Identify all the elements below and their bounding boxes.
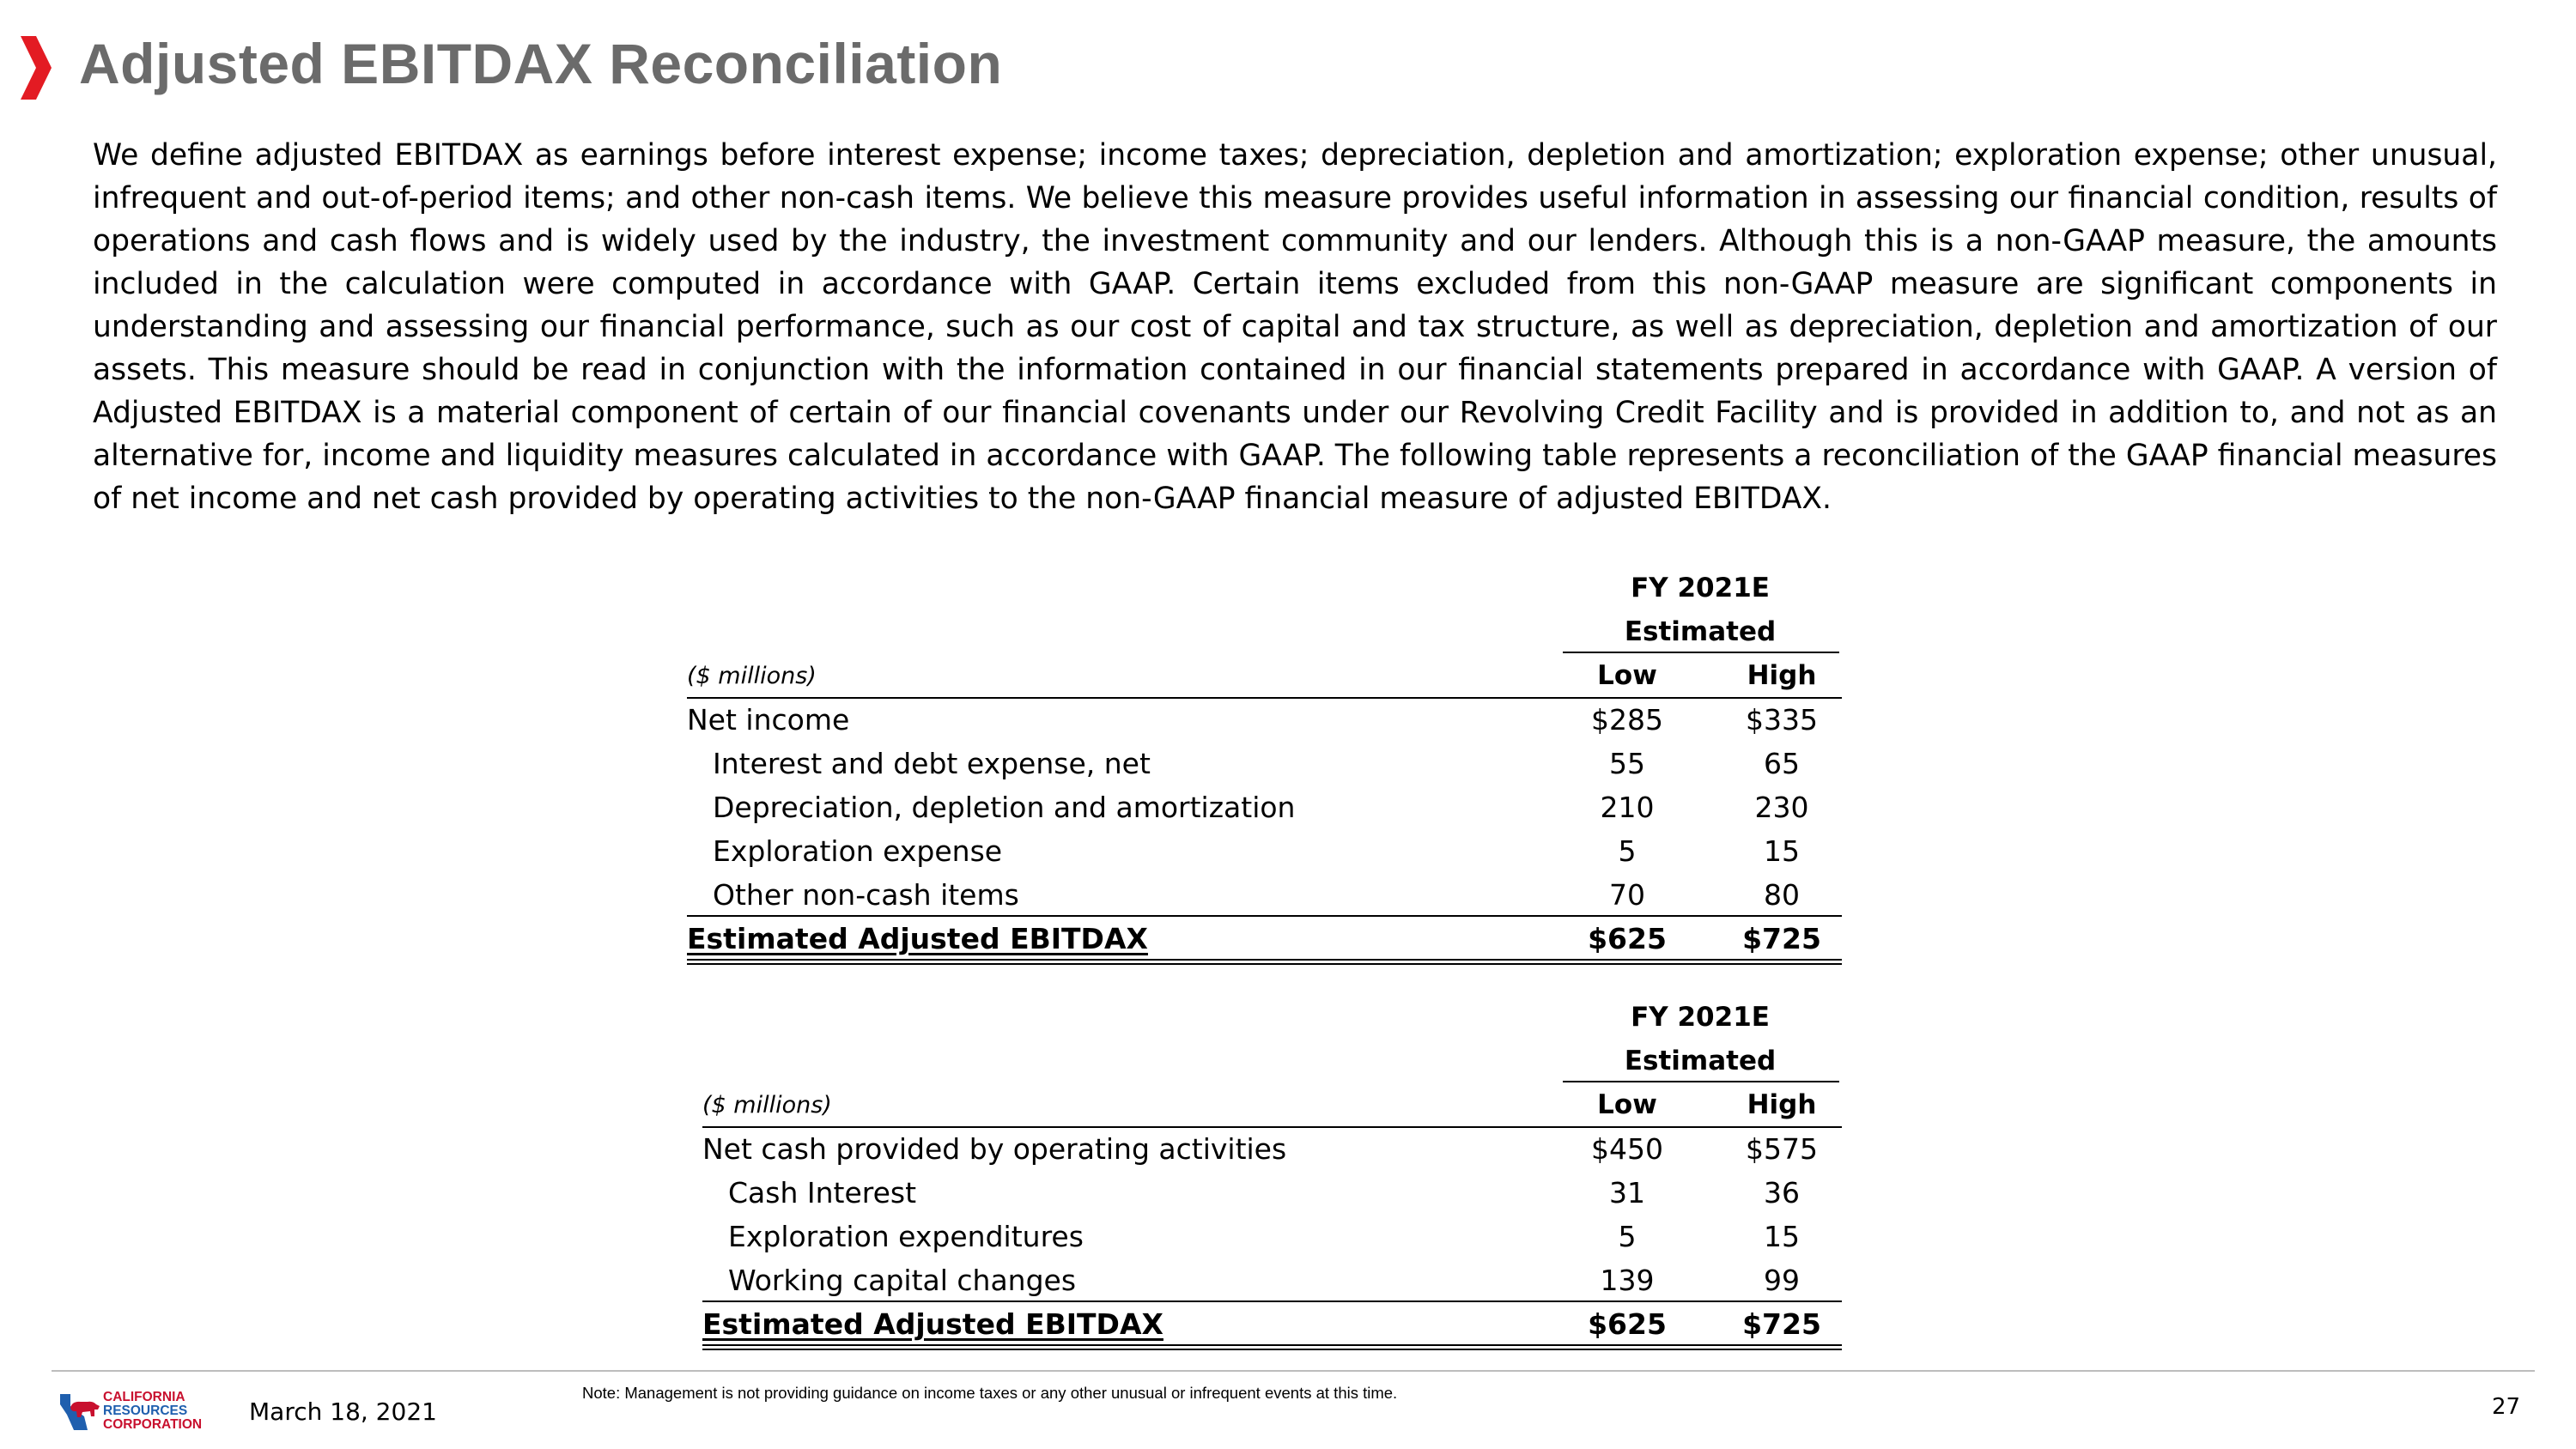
estimated-header: Estimated: [1624, 616, 1777, 647]
row-label: Net cash provided by operating activities: [702, 1132, 1287, 1166]
high-value: 230: [1754, 791, 1809, 824]
footer-divider: [52, 1370, 2535, 1372]
total-row: [687, 917, 1842, 961]
page-number: 27: [2492, 1394, 2521, 1420]
california-bear-icon: [58, 1391, 101, 1434]
company-logo: [58, 1391, 222, 1434]
high-value: 65: [1764, 747, 1800, 780]
low-value: 5: [1618, 834, 1637, 868]
row-label: Exploration expense: [713, 834, 1003, 868]
high-column-header: High: [1747, 1089, 1817, 1120]
high-value: 80: [1764, 878, 1800, 912]
period-header: FY 2021E: [1631, 1002, 1770, 1033]
row-label: Cash Interest: [728, 1176, 917, 1210]
row-label: Interest and debt expense, net: [713, 747, 1151, 780]
double-rule-top: [702, 1344, 1842, 1346]
row-label: Net income: [687, 703, 850, 737]
low-value: 70: [1609, 878, 1645, 912]
logo-wordmark: [103, 1391, 202, 1432]
low-column-header: Low: [1597, 1089, 1657, 1120]
total-label: Estimated Adjusted EBITDAX: [687, 922, 1148, 955]
row-label: Other non-cash items: [713, 878, 1019, 912]
period-header: FY 2021E: [1631, 573, 1770, 603]
low-value: 139: [1600, 1264, 1655, 1297]
table-row: [687, 873, 1842, 917]
chevron-right-icon: [19, 34, 53, 101]
footer-date: March 18, 2021: [249, 1397, 437, 1426]
total-high-value: $725: [1742, 922, 1821, 955]
logo-line: CALIFORNIA: [103, 1390, 185, 1404]
intro-paragraph: We define adjusted EBITDAX as earnings before interest expense; income taxes; depreciation, depletion and amortization; exploration expense; other unusual, infrequent and out-of-period items; and other non-cash items. We believe this measure provides useful information in assessing our financial condition, results of operations and cash flows and is widely used by the industry, the investment community and our lenders. Although this is a non-GAAP measure, the amounts included in the calculation were computed in accordance with GAAP. Certain items excluded from this non-GAAP measure are significant components in understanding and assessing our financial performance, such as our cost of capital and tax structure, as well as depreciation, depletion and amortization of our assets. This measure should be read in conjunction with the information contained in our financial statements prepared in accordance with GAAP. A version of Adjusted EBITDAX is a material component of certain of our financial covenants under our Revolving Credit Facility and is provided in addition to, and not as an alternative for, income and liquidity measures calculated in accordance with GAAP. The following table represents a reconciliation of the GAAP financial measures of net income and net cash provided by operating activities to the non-GAAP financial measure of adjusted EBITDAX.: [93, 138, 2497, 516]
units-label: ($ millions): [702, 1092, 832, 1119]
high-value: 99: [1764, 1264, 1800, 1297]
total-label: Estimated Adjusted EBITDAX: [702, 1307, 1163, 1341]
header-rule: [1563, 1081, 1839, 1082]
logo-line: RESOURCES: [103, 1404, 188, 1418]
table-row: [687, 829, 1842, 873]
low-value: 31: [1609, 1176, 1645, 1210]
double-rule-top: [687, 959, 1842, 961]
table-row: [702, 1258, 1857, 1302]
table-row: [687, 698, 1842, 742]
total-high-value: $725: [1742, 1307, 1821, 1341]
table-header-period-row: [702, 996, 1857, 1040]
table-row: [702, 1127, 1857, 1171]
double-rule-bottom: [702, 1349, 1842, 1350]
page-title: Adjusted EBITDAX Reconciliation: [79, 32, 1003, 95]
high-value: 15: [1764, 834, 1800, 868]
total-row: [702, 1302, 1857, 1346]
table-header-estimated-row: [702, 1040, 1857, 1083]
high-column-header: High: [1747, 660, 1817, 691]
header-rule: [1563, 652, 1839, 653]
high-value: 15: [1764, 1220, 1800, 1253]
low-value: $450: [1591, 1132, 1663, 1166]
double-rule-bottom: [687, 963, 1842, 965]
footer-note: Note: Management is not providing guidance on income taxes or any other unusual or infrequent events at this time.: [582, 1384, 1398, 1402]
table-row: [702, 1171, 1857, 1215]
row-label: Working capital changes: [728, 1264, 1077, 1297]
high-value: $575: [1746, 1132, 1818, 1166]
low-value: $285: [1591, 703, 1663, 737]
low-column-header: Low: [1597, 660, 1657, 691]
low-value: 5: [1618, 1220, 1637, 1253]
table-header-period-row: [687, 567, 1842, 610]
high-value: 36: [1764, 1176, 1800, 1210]
table-row: [687, 742, 1842, 785]
low-value: 210: [1600, 791, 1655, 824]
low-value: 55: [1609, 747, 1645, 780]
units-label: ($ millions): [687, 663, 817, 689]
logo-line: CORPORATION: [103, 1417, 203, 1432]
column-header-row: [702, 1083, 1857, 1127]
table-header-estimated-row: [687, 610, 1842, 654]
column-header-row: [687, 654, 1842, 698]
estimated-header: Estimated: [1624, 1046, 1777, 1076]
table-row: [702, 1215, 1857, 1258]
row-label: Depreciation, depletion and amortization: [713, 791, 1296, 824]
row-label: Exploration expenditures: [728, 1220, 1084, 1253]
total-low-value: $625: [1588, 922, 1667, 955]
table-row: [687, 785, 1842, 829]
total-low-value: $625: [1588, 1307, 1667, 1341]
high-value: $335: [1746, 703, 1818, 737]
